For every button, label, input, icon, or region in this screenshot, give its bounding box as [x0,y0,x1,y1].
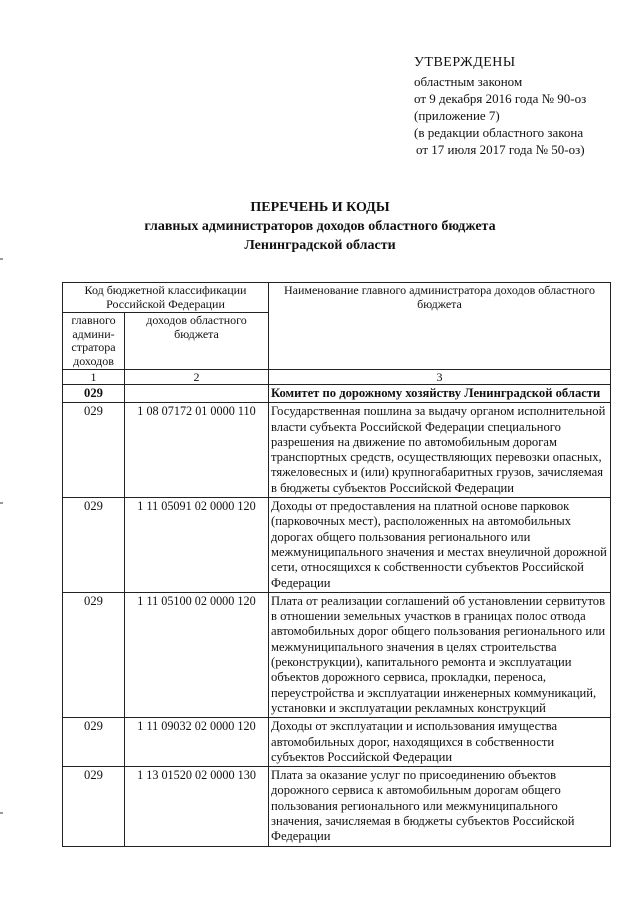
admin-code: 029 [63,498,125,593]
revenue-name: Доходы от эксплуатации и использования имущества автомобильных дорог, находящихся в собственности субъектов Российской Федерации [269,718,611,767]
admin-code: 029 [63,767,125,846]
document-title [0,198,640,255]
admin-code: 029 [63,385,125,403]
revenue-name: Плата от реализации соглашений об установлении сервитутов в отношении земельных участков в границах полос отвода автомобильных дорог общего пользования регионального или межмуниципального значения в целях строительства (реконструкции), капитального ремонта и эксплуатации объектов дорожного сервиса, прокладки, переноса, переустройства и эксплуатации инженерных коммуникаций, установки и эксплуатации рекламных конструкций [269,592,611,717]
column-numbers-row [63,370,611,385]
column-number: 3 [269,370,611,385]
revenue-name: Государственная пошлина за выдачу органом исполнительной власти субъекта Российской Федерации специального разрешения на движение по автомобильным дорогам транспортных средств, осуществляющих перевозки опасных, тяжеловесных и (или) крупногабаритных грузов, зачисляемая в бюджеты субъектов Российской Федерации [269,403,611,498]
approval-stamp [414,54,586,158]
table-row [63,767,611,846]
approval-line: (в редакции областного закона [414,125,584,140]
scan-mark [0,502,3,504]
revenue-name: Плата за оказание услуг по присоединению объектов дорожного сервиса к автомобильным дорогам общего пользования регионального или межмуниципального значения, зачисляемая в бюджеты субъектов Российской Федерации [269,767,611,846]
revenue-code: 1 11 09032 02 0000 120 [125,718,269,767]
committee-name: Комитет по дорожному хозяйству Ленинградской области [269,385,611,403]
committee-row [63,385,611,403]
kbk-header: Код бюджетной классификации Российской Федерации [63,283,269,313]
revenue-name: Доходы от предоставления на платной основе парковок (парковочных мест), расположенных на автомобильных дорогах общего пользования регионального или межмуниципального значения и местах внеуличной дорожной сети, относящихся к собственности субъектов Российской Федерации [269,498,611,593]
table-row [63,592,611,717]
revenue-code: 1 13 01520 02 0000 130 [125,767,269,846]
column-number: 2 [125,370,269,385]
table-row [63,498,611,593]
scan-mark [0,812,3,814]
approval-line: от 17 июля 2017 года № 50-оз) [416,142,585,157]
title-line-2: главных администраторов доходов областного бюджета [144,219,496,234]
title-line-3: Ленинградской области [244,238,396,253]
revenue-code: 1 08 07172 01 0000 110 [125,403,269,498]
approval-line: областным законом [414,74,523,89]
revenue-code: 1 11 05091 02 0000 120 [125,498,269,593]
admin-code: 029 [63,403,125,498]
title-line-1: ПЕРЕЧЕНЬ И КОДЫ [250,200,390,215]
admin-code-header: главного админи-стратора доходов [63,313,125,370]
scan-edge-marks [0,0,3,905]
table-row [63,403,611,498]
approval-line: от 9 декабря 2016 года № 90-оз [414,91,587,106]
scan-mark [0,258,3,260]
header-row [63,283,611,313]
table-row [63,718,611,767]
admin-code: 029 [63,592,125,717]
revenue-code [125,385,269,403]
administrators-table [62,282,611,847]
name-header: Наименование главного администратора доходов областного бюджета [269,283,611,370]
approval-line: (приложение 7) [414,108,500,123]
revenue-code-header: доходов областного бюджета [125,313,269,370]
approval-heading: УТВЕРЖДЕНЫ [414,55,516,70]
revenue-code: 1 11 05100 02 0000 120 [125,592,269,717]
column-number: 1 [63,370,125,385]
admin-code: 029 [63,718,125,767]
